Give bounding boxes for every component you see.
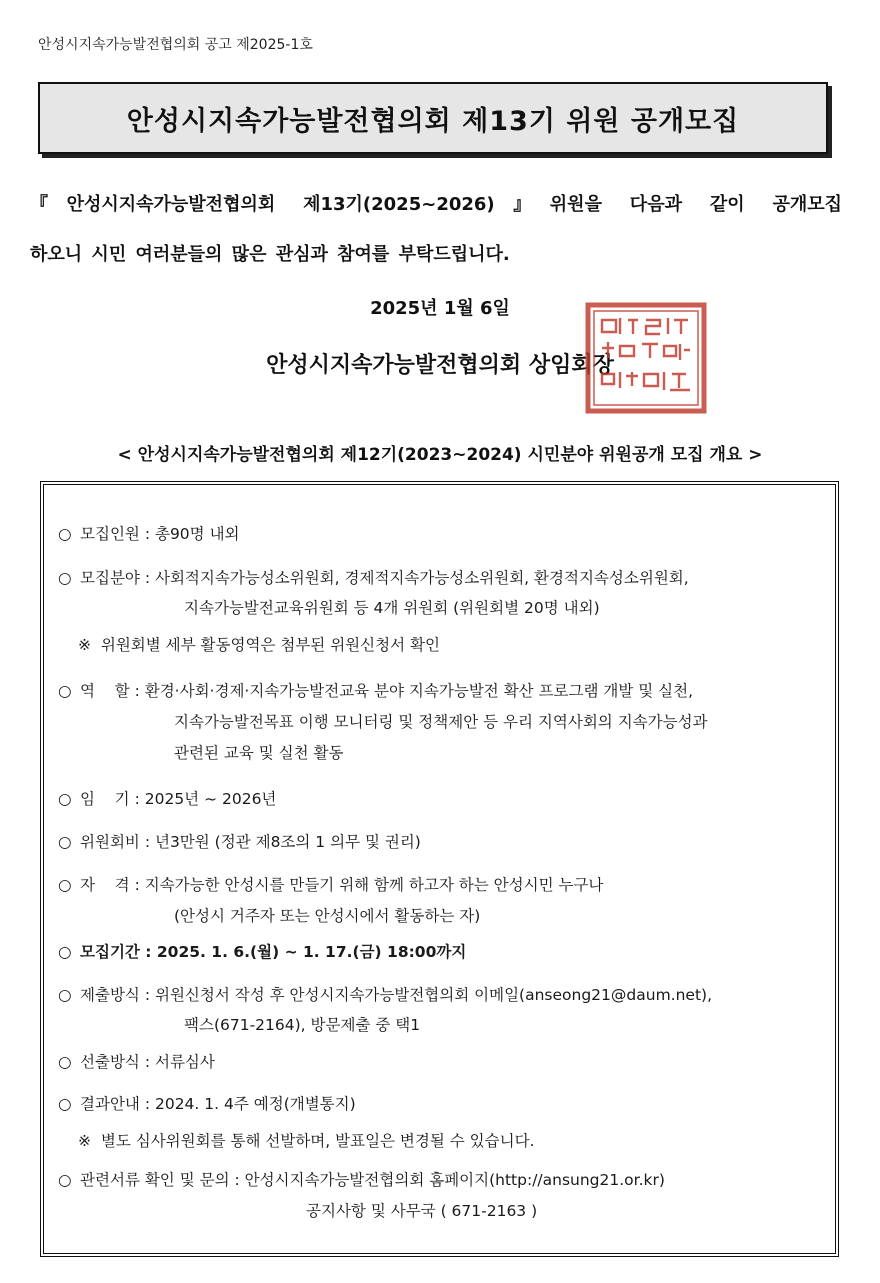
list-item-recruit-field: [58, 566, 689, 588]
result-text: 결과안내 : 2024. 1. 4주 예정(개별통지): [80, 1095, 356, 1113]
note-icon: ※: [78, 636, 91, 654]
list-item-fee: [58, 830, 421, 852]
bullet-icon: ○: [58, 682, 72, 700]
bullet-icon: ○: [58, 986, 72, 1004]
qualification-text: 자 격 : 지속가능한 안성시를 만들기 위해 함께 하고자 하는 안성시민 누구나: [80, 876, 604, 894]
role-text: 역 할 : 환경·사회·경제·지속가능발전교육 분야 지속가능발전 확산 프로그램 개발 및 실천,: [80, 682, 694, 700]
bullet-icon: ○: [58, 1171, 72, 1189]
qualification-continued: (안성시 거주자 또는 안성시에서 활동하는 자): [174, 907, 481, 925]
list-item-selection: [58, 1050, 215, 1072]
bullet-icon: ○: [58, 1095, 72, 1113]
bullet-icon: ○: [58, 833, 72, 851]
recruit-field-note-text: 위원회별 세부 활동영역은 첨부된 위원신청서 확인: [100, 636, 440, 654]
bullet-icon: ○: [58, 525, 72, 543]
recruit-field-text: 모집분야 : 사회적지속가능성소위원회, 경제적지속가능성소위원회, 환경적지속성소위원회,: [80, 569, 689, 587]
bullet-icon: ○: [58, 790, 72, 808]
intro-line-1: 『안성시지속가능발전협의회 제13기(2025~2026)』위원을 다음과 같이 공개모집: [30, 194, 842, 215]
selection-text: 선출방식 : 서류심사: [80, 1053, 215, 1071]
note-icon: ※: [78, 1132, 91, 1150]
role-continued-1: 지속가능발전목표 이행 모니터링 및 정책제안 등 우리 지역사회의 지속가능성과: [174, 713, 708, 731]
list-item-result: [58, 1092, 356, 1114]
list-item-recruit-count: [58, 522, 240, 544]
submission-text: 제출방식 : 위원신청서 작성 후 안성시지속가능발전협의회 이메일(anseong21@daum.net),: [80, 986, 713, 1004]
bullet-icon: ○: [58, 569, 72, 587]
intro-paragraph: [30, 180, 842, 280]
chairperson: 안성시지속가능발전협의회 상임회장: [266, 353, 614, 378]
bullet-icon: ○: [58, 943, 72, 961]
list-item-period: [58, 940, 466, 962]
contact-continued: 공지사항 및 사무국 ( 671-2163 ): [306, 1202, 538, 1220]
notice-number: 안성시지속가능발전협의회 공고 제2025-1호: [38, 37, 313, 53]
official-seal-icon: [584, 302, 708, 414]
result-note-text: 별도 심사위원회를 통해 선발하며, 발표일은 변경될 수 있습니다.: [100, 1132, 535, 1150]
notice-date: 2025년 1월 6일: [370, 298, 510, 319]
term-text: 임 기 : 2025년 ~ 2026년: [80, 790, 277, 808]
list-item-contact: [58, 1168, 665, 1190]
recruit-field-continued: 지속가능발전교육위원회 등 4개 위원회 (위원회별 20명 내외): [184, 599, 600, 617]
period-text: 모집기간 : 2025. 1. 6.(월) ~ 1. 17.(금) 18:00까지: [80, 943, 467, 961]
fee-text: 위원회비 : 년3만원 (정관 제8조의 1 의무 및 권리): [80, 833, 421, 851]
overview-subtitle: < 안성시지속가능발전협의회 제12기(2023~2024) 시민분야 위원공개 모집 개요 >: [117, 445, 763, 465]
list-item-role: [58, 679, 693, 701]
recruit-field-note: [78, 633, 440, 655]
list-item-qualification: [58, 873, 603, 895]
submission-continued: 팩스(671-2164), 방문제출 중 택1: [184, 1016, 421, 1034]
result-note: [78, 1129, 535, 1151]
intro-line-2: 하오니 시민 여러분들의 많은 관심과 참여를 부탁드립니다.: [30, 244, 510, 265]
role-continued-2: 관련된 교육 및 실천 활동: [174, 744, 344, 762]
list-item-term: [58, 787, 276, 809]
page-title: 안성시지속가능발전협의회 제13기 위원 공개모집: [38, 82, 828, 154]
contact-text: 관련서류 확인 및 문의 : 안성시지속가능발전협의회 홈페이지(http://ansung21.or.kr): [80, 1171, 665, 1189]
bullet-icon: ○: [58, 1053, 72, 1071]
title-banner: [38, 82, 832, 158]
recruit-count-text: 모집인원 : 총90명 내외: [80, 525, 240, 543]
bullet-icon: ○: [58, 876, 72, 894]
list-item-submission: [58, 983, 712, 1005]
